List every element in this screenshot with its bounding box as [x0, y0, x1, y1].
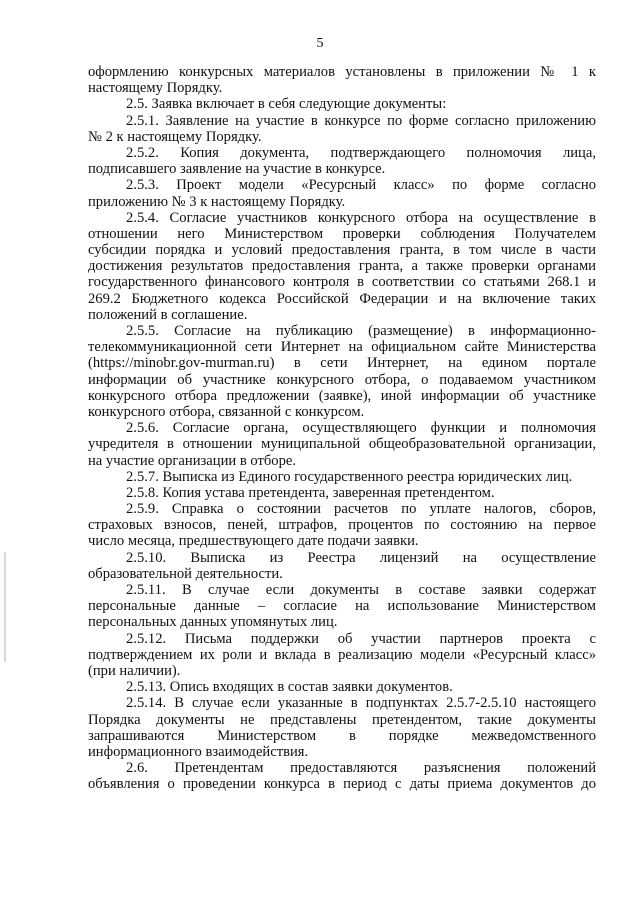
paragraph-line: информации об участнике конкурсного отбора, о подаваемом участником [88, 371, 596, 388]
paragraph-line: 2.5.9. Справка о состоянии расчетов по уплате налогов, сборов, [126, 501, 596, 518]
paragraph [88, 695, 596, 760]
paragraph [88, 582, 596, 631]
paragraph-line: 2.5.3. Проект модели «Ресурсный класс» по форме согласно [126, 177, 596, 194]
paragraph [88, 420, 596, 469]
paragraph-line: 2.5.8. Копия устава претендента, заверенная претендентом. [126, 484, 495, 501]
paragraph-line: 2.5.11. В случае если документы в составе заявки содержат [126, 582, 596, 598]
paragraph-line: субсидии порядка и условий предоставления гранта, в том числе в части [88, 242, 596, 259]
paragraph-line: оформлению конкурсных материалов установлены в приложении № 1 к [88, 64, 596, 80]
paragraph-line: 2.5.10. Выписка из Реестра лицензий на осуществление [126, 549, 596, 566]
paragraph-line: информационного взаимодействия. [88, 743, 309, 760]
paragraph-line: 269.2 Бюджетного кодекса Российской Федерации и на включение таких [88, 290, 596, 307]
paragraph-line: (https://minobr.gov-murman.ru) в сети Интернет, на едином портале [88, 355, 596, 372]
paragraph-line: на участие организации в отборе. [88, 452, 297, 469]
paragraph-line: 2.5.7. Выписка из Единого государственного реестра юридических лиц. [126, 468, 573, 485]
page-number: 5 [316, 36, 324, 51]
scan-edge-mark [4, 552, 6, 662]
paragraph-line: страховых взносов, пеней, штрафов, процентов по состоянию на первое [88, 517, 596, 534]
paragraph-line: число месяца, предшествующего дате подачи заявки. [88, 533, 419, 550]
paragraph-line: персональных данных упомянутых лиц. [88, 614, 338, 631]
paragraph-line: подтверждением их роли и вклада в реализацию модели «Ресурсный класс» [88, 646, 596, 663]
paragraph-line: Порядка документы не представлены претендентом, такие документы [88, 711, 596, 728]
paragraph-line: 2.5.5. Согласие на публикацию (размещение) в информационно- [126, 323, 596, 339]
paragraph-line: настоящему Порядку. [88, 80, 223, 97]
paragraph-line: конкурсного отбора, связанной с конкурсом. [88, 403, 365, 420]
paragraph [88, 631, 596, 680]
paragraph [88, 64, 596, 96]
paragraph-line: запрашиваются Министерством в порядке межведомственного [88, 727, 596, 744]
paragraph-line: 2.5.12. Письма поддержки об участии партнеров проекта с [126, 630, 596, 647]
paragraph-line: достижения результатов предоставления гранта, а также проверки органами [88, 258, 596, 275]
paragraph [88, 177, 596, 209]
paragraph [88, 469, 596, 485]
paragraph [88, 113, 596, 145]
paragraph-line: объявления о проведении конкурса в период с даты приема документов до [88, 776, 596, 793]
paragraph-line: (при наличии). [88, 662, 181, 679]
paragraph-line: 2.5.14. В случае если указанные в подпунктах 2.5.7-2.5.10 настоящего [126, 695, 596, 712]
paragraph [88, 760, 596, 792]
paragraph [88, 501, 596, 550]
paragraph [88, 323, 596, 420]
paragraph [88, 485, 596, 501]
paragraph-line: отношении него Министерством проверки соблюдения Получателем [88, 225, 596, 242]
paragraph-line: 2.5.6. Согласие органа, осуществляющего функции и полномочия [126, 420, 596, 437]
paragraph-line: подписавшего заявление на участие в конкурсе. [88, 161, 386, 178]
paragraph-line: 2.5.1. Заявление на участие в конкурсе по форме согласно приложению [126, 112, 596, 129]
paragraph-line: телекоммуникационной сети Интернет на официальном сайте Министерства [88, 339, 596, 356]
paragraph [88, 96, 596, 112]
paragraph-line: учредителя в отношении муниципальной общеобразовательной организации, [88, 436, 596, 453]
paragraph [88, 679, 596, 695]
paragraph [88, 550, 596, 582]
paragraph-line: № 2 к настоящему Порядку. [88, 128, 262, 145]
paragraph-line: персональные данные – согласие на использование Министерством [88, 598, 596, 615]
paragraph-line: государственного финансового контроля в соответствии со статьями 268.1 и [88, 274, 596, 291]
document-body [88, 64, 596, 792]
paragraph-line: конкурсного отбора предложении (заявке), иной информации об участнике [88, 387, 596, 404]
paragraph-line: положений в соглашение. [88, 306, 248, 323]
paragraph-line: образовательной деятельности. [88, 565, 283, 582]
paragraph [88, 210, 596, 323]
paragraph-line: 2.5.4. Согласие участников конкурсного отбора на осуществление в [126, 209, 596, 226]
paragraph [88, 145, 596, 177]
paragraph-line: 2.5.13. Опись входящих в состав заявки документов. [126, 679, 453, 696]
paragraph-line: 2.6. Претендентам предоставляются разъяснения положений [126, 760, 596, 777]
paragraph-line: 2.5. Заявка включает в себя следующие документы: [126, 96, 447, 113]
paragraph-line: 2.5.2. Копия документа, подтверждающего полномочия лица, [126, 144, 596, 161]
paragraph-line: приложению № 3 к настоящему Порядку. [88, 193, 346, 210]
